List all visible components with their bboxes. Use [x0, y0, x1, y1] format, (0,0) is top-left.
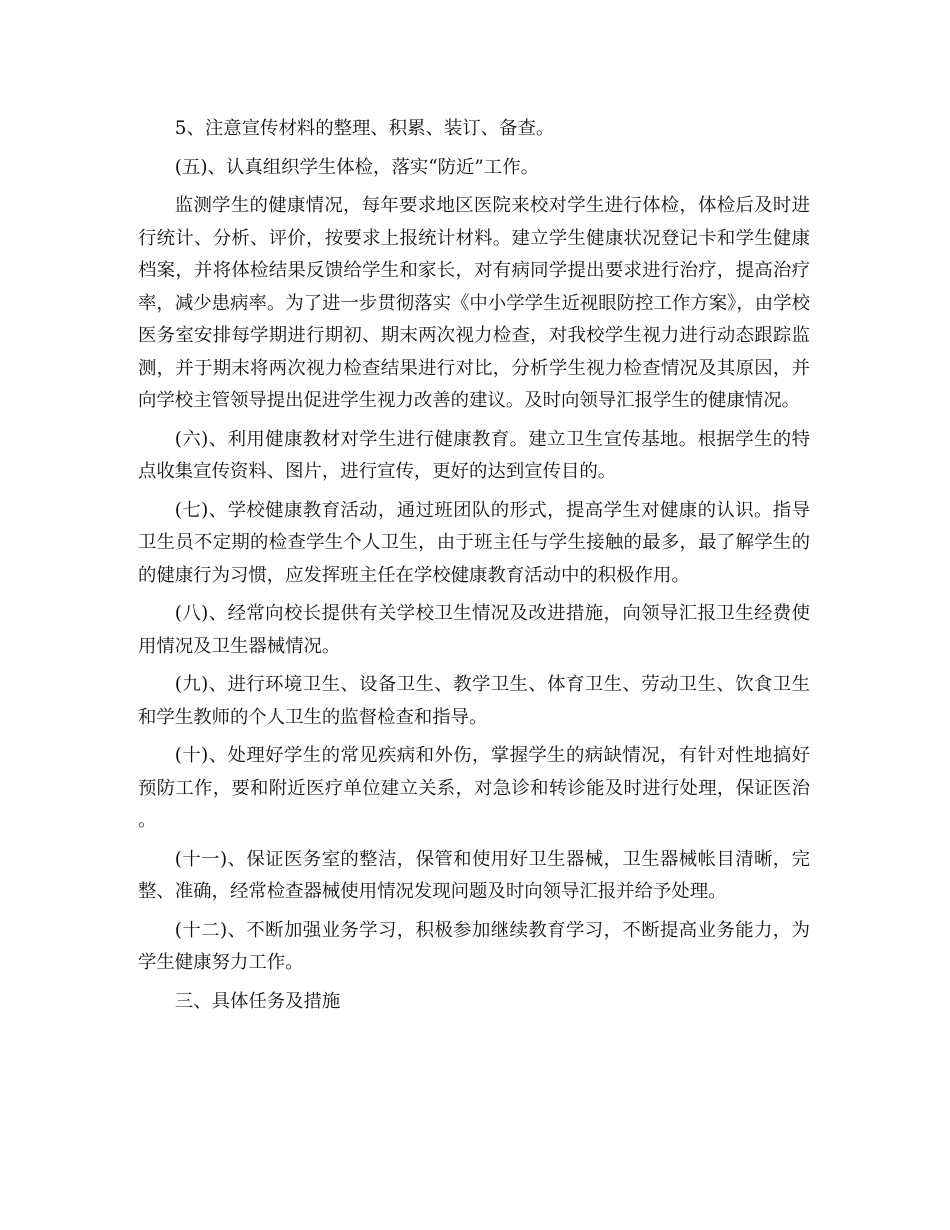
paragraph-section-9: (九)、进行环境卫生、设备卫生、教学卫生、体育卫生、劳动卫生、饮食卫生和学生教师的个人卫生的监督检查和指导。 — [138, 674, 810, 728]
paragraph-health-monitoring: 监测学生的健康情况，每年要求地区医院来校对学生进行体检，体检后及时进行统计、分析、评价，按要求上报统计材料。建立学生健康状况登记卡和学生健康档案，并将体检结果反馈给学生和家长，对有病同学提出要求进行治疗，提高治疗率，减少患病率。为了进一步贯彻落实《中小学学生近视眼防控工作方案》，由学校医务室安排每学期进行期初、期末两次视力检查，对我校学生视力进行动态跟踪监测，并于期末将两次视力检查结果进行对比，分析学生视力检查情况及其原因，并向学校主管领导提出促进学生视力改善的建议。及时向领导汇报学生的健康情况。 — [138, 195, 810, 411]
paragraph-section-12: (十二)、不断加强业务学习，积极参加继续教育学习，不断提高业务能力，为学生健康努力工作。 — [138, 919, 810, 973]
paragraph-section-10: (十)、处理好学生的常见疾病和外伤，掌握学生的病缺情况，有针对性地搞好预防工作，要和附近医疗单位建立关系，对急诊和转诊能及时进行处理，保证医治。 — [138, 745, 810, 831]
paragraph-section-5: (五)、认真组织学生体检，落实“防近”工作。 — [174, 156, 539, 178]
paragraph-section-6: (六)、利用健康教材对学生进行健康教育。建立卫生宣传基地。根据学生的特点收集宣传资料、图片，进行宣传，更好的达到宣传目的。 — [138, 428, 810, 482]
paragraph-section-11: (十一)、保证医务室的整洁，保管和使用好卫生器械，卫生器械帐目清晰，完整、准确，经常检查器械使用情况发现问题及时向领导汇报并给予处理。 — [138, 848, 810, 902]
paragraph-item-5: 5、注意宣传材料的整理、积累、装订、备查。 — [174, 118, 555, 139]
section-heading-tasks: 三、具体任务及措施 — [174, 990, 341, 1012]
paragraph-section-7: (七)、学校健康教育活动，通过班团队的形式，提高学生对健康的认识。指导卫生员不定期的检查学生个人卫生，由于班主任与学生接触的最多，最了解学生的的健康行为习惯，应发挥班主任在学校健康教育活动中的积极作用。 — [138, 499, 810, 586]
paragraph-section-8: (八)、经常向校长提供有关学校卫生情况及改进措施，向领导汇报卫生经费使用情况及卫生器械情况。 — [138, 603, 810, 657]
document-body — [138, 113, 810, 1024]
